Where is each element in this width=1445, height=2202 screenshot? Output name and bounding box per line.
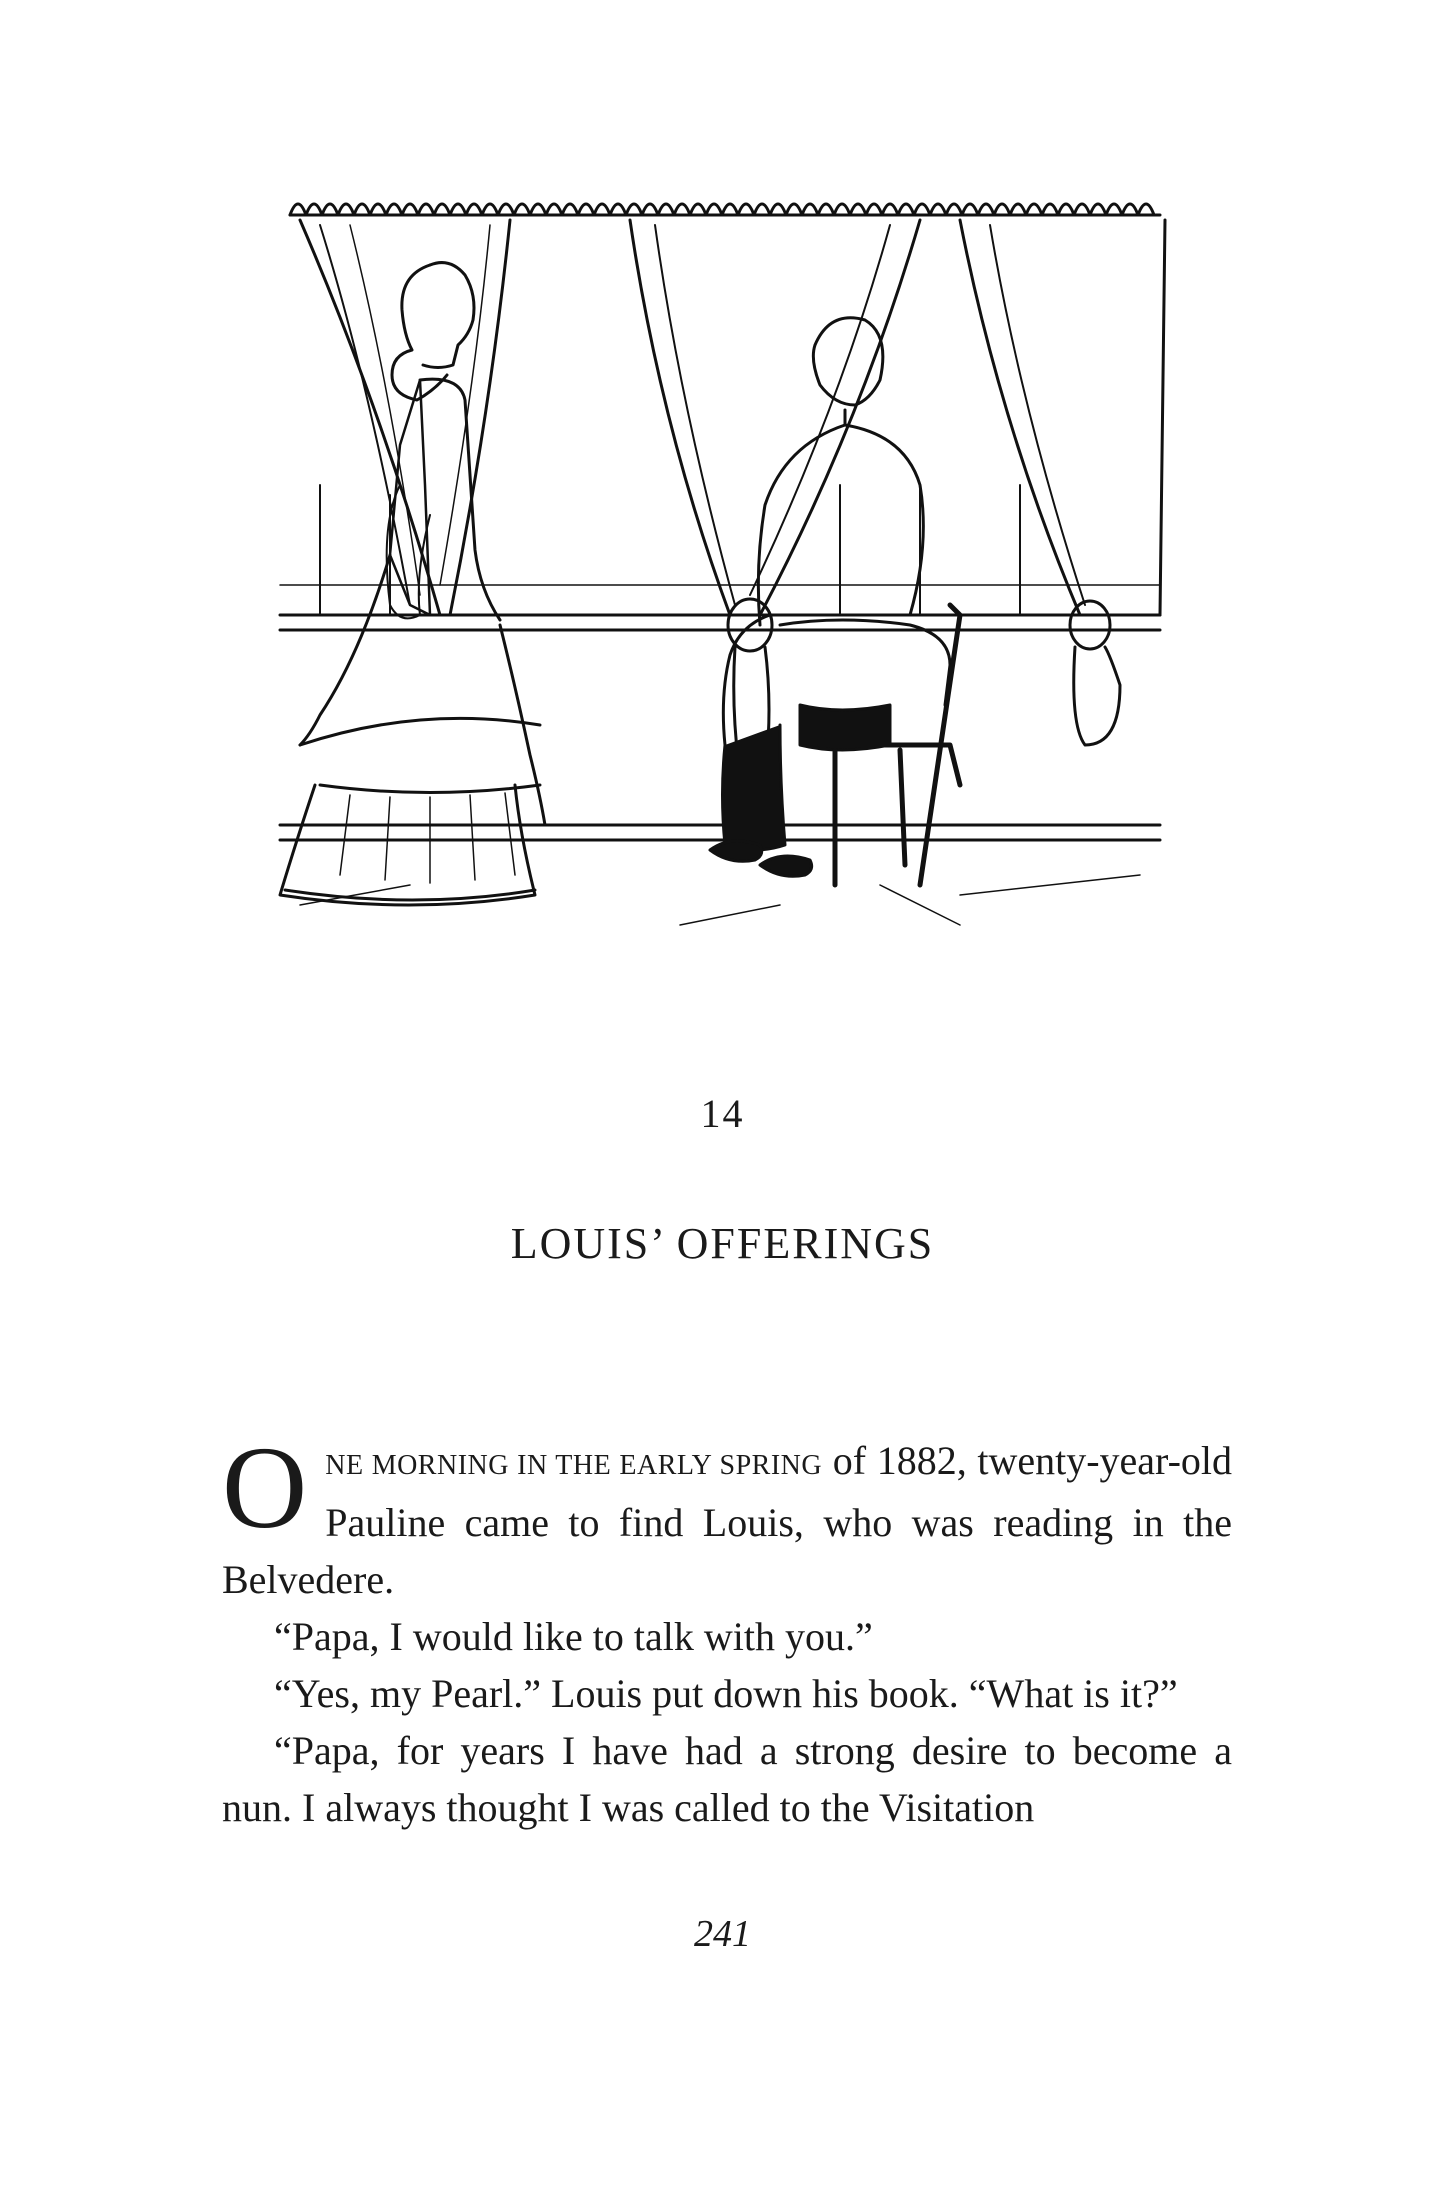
chapter-number: 14	[700, 1091, 745, 1136]
page-number: 241	[694, 1913, 751, 1955]
opening-paragraph	[222, 1422, 1233, 1608]
opening-paragraph-rest: of 1882, twenty-year-old Pauline came to find Louis, who was reading in the Belvedere.	[222, 1438, 1233, 1602]
opening-smallcaps: NE MORNING IN THE EARLY SPRING	[325, 1450, 823, 1481]
paragraph: “Yes, my Pearl.” Louis put down his book. “What is it?”	[274, 1671, 1178, 1716]
drop-cap: O	[222, 1422, 308, 1553]
chapter-illustration	[260, 185, 1180, 1015]
paragraph: “Papa, I would like to talk with you.”	[274, 1614, 873, 1659]
body-text	[222, 1422, 1233, 1836]
chapter-title: LOUIS’ OFFERINGS	[510, 1219, 935, 1268]
paragraph: “Papa, for years I have had a strong desire to become a nun. I always thought I was called to the Visitation	[222, 1728, 1232, 1830]
